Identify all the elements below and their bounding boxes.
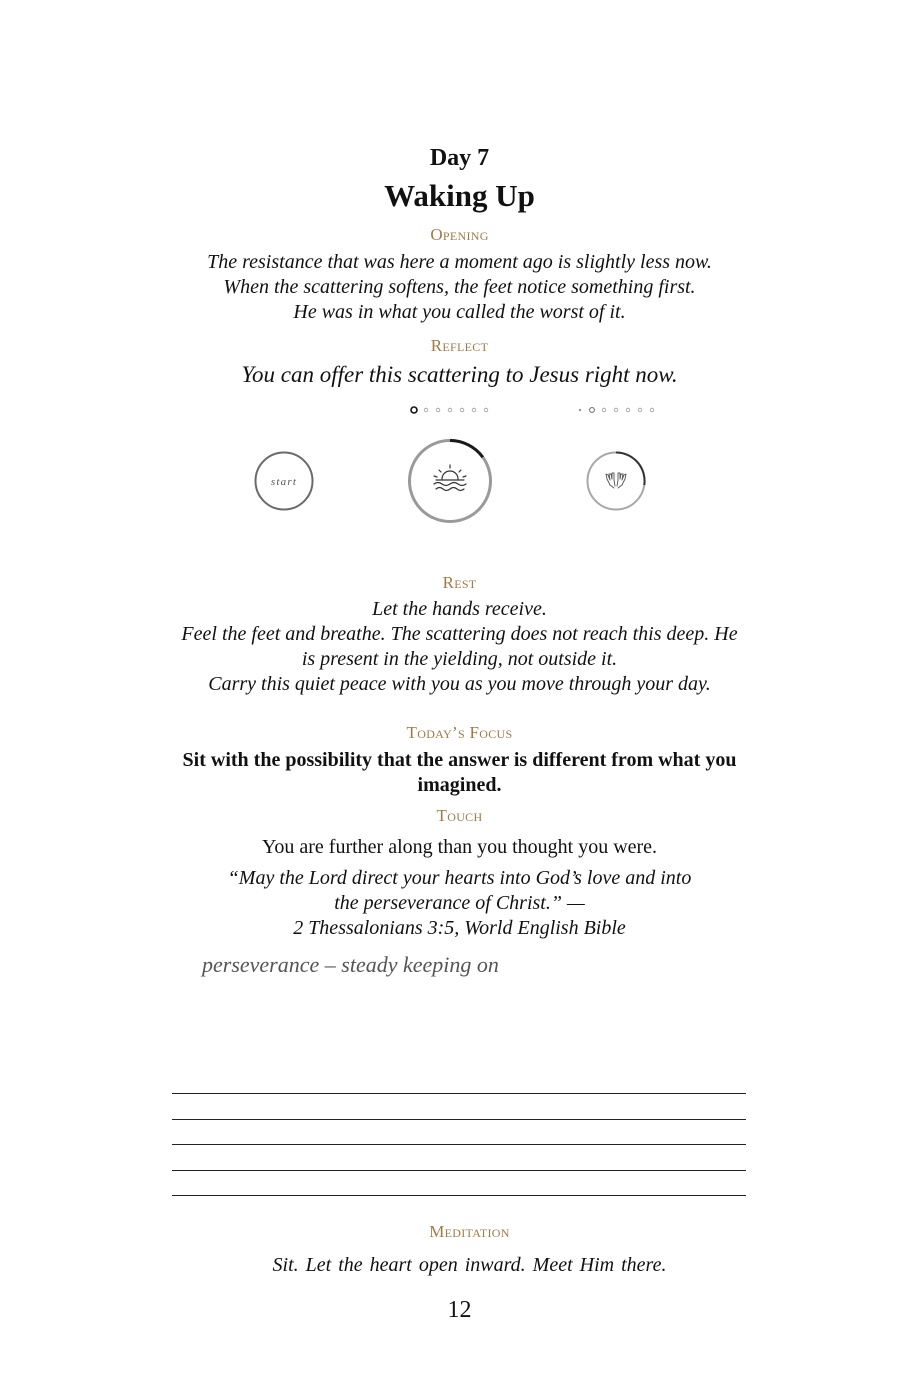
hands-timer-button[interactable] <box>588 452 645 509</box>
rest-label: Rest <box>442 573 477 592</box>
rest-line-4: Carry this quiet peace with you as you move through your day. <box>208 673 711 695</box>
page-title: Waking Up <box>384 178 535 213</box>
rest-line-3: is present in the yielding, not outside it. <box>301 648 618 670</box>
verse-line-1: “May the Lord direct your hearts into God’s love and into <box>227 867 692 889</box>
dot <box>626 408 630 412</box>
progress-dots-right <box>579 408 654 413</box>
dot <box>448 408 452 412</box>
dot-active <box>590 408 595 413</box>
reflect-text: You can offer this scattering to Jesus right now. <box>241 362 678 387</box>
day-number: Day 7 <box>429 145 490 171</box>
reflect-label: Reflect <box>430 336 489 355</box>
dot-active <box>411 407 417 413</box>
meditation-label: Meditation <box>429 1222 510 1241</box>
touch-statement: You are further along than you thought you were. <box>261 836 658 858</box>
dot <box>472 408 476 412</box>
page-number: 12 <box>447 1297 472 1323</box>
sunrise-timer-button[interactable] <box>410 441 491 522</box>
word-definition: perseverance – steady keeping on <box>202 952 499 977</box>
verse-line-2: the perseverance of Christ.” — <box>334 892 585 914</box>
opening-line-3: He was in what you called the worst of it. <box>293 301 626 323</box>
opening-label: Opening <box>430 225 489 244</box>
dot <box>579 409 581 411</box>
dot <box>650 408 654 412</box>
verse-reference: 2 Thessalonians 3:5, World English Bible <box>293 917 626 939</box>
focus-line-1: Sit with the possibility that the answer is different from what you <box>182 749 737 771</box>
touch-label: Touch <box>436 806 483 825</box>
opening-line-1: The resistance that was here a moment ago is slightly less now. <box>207 251 712 273</box>
start-label: start <box>270 476 298 488</box>
rest-line-2: Feel the feet and breathe. The scattering does not reach this deep. He <box>181 623 738 645</box>
rest-line-1: Let the hands receive. <box>372 598 547 620</box>
dot <box>436 408 440 412</box>
journal-line <box>172 1093 746 1094</box>
dot <box>424 408 428 412</box>
dot <box>602 408 606 412</box>
meditation-controls <box>0 395 919 545</box>
opening-line-2: When the scattering softens, the feet notice something first. <box>223 276 696 298</box>
meditation-text: Sit. Let the heart open inward. Meet Him there. <box>272 1254 667 1276</box>
journal-line <box>172 1170 746 1171</box>
journal-line <box>172 1195 746 1196</box>
start-button[interactable] <box>256 453 313 510</box>
dot <box>614 408 618 412</box>
dot <box>484 408 488 412</box>
focus-line-2: imagined. <box>417 774 502 796</box>
focus-label: Today’s Focus <box>406 723 513 742</box>
journal-line <box>172 1119 746 1120</box>
progress-dots-left <box>411 407 488 413</box>
journal-line <box>172 1144 746 1145</box>
dot <box>638 408 642 412</box>
dot <box>460 408 464 412</box>
